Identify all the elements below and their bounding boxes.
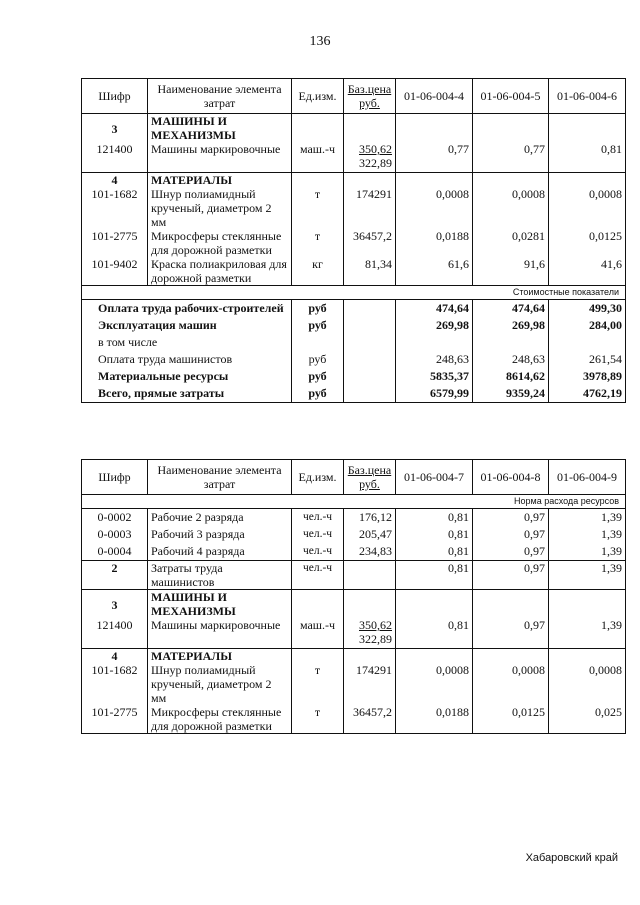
- header-col1: 01-06-004-7: [396, 460, 473, 495]
- row-price: 234,83: [344, 543, 396, 561]
- total-value-3: 499,30: [549, 300, 626, 318]
- row-name: Машины маркировочные: [148, 142, 292, 173]
- row-code: 121400: [82, 142, 148, 173]
- table-row: [82, 618, 626, 649]
- total-value-2: 474,64: [473, 300, 549, 318]
- row-unit: чел.-ч: [292, 509, 344, 527]
- total-value-2: [473, 334, 549, 351]
- row-price-secondary: 322,89: [359, 156, 392, 170]
- row-value-2: 0,0008: [473, 663, 549, 705]
- cost-indicators-label: Стоимостные показатели: [82, 286, 626, 300]
- total-unit: руб: [292, 317, 344, 334]
- section-row-machines: [82, 590, 626, 619]
- row-value-3: 0,0008: [549, 663, 626, 705]
- section-title: МАТЕРИАЛЫ: [148, 649, 292, 664]
- total-name: Всего, прямые затраты: [82, 385, 292, 403]
- total-name: Эксплуатация машин: [82, 317, 292, 334]
- total-name: Оплата труда машинистов: [82, 351, 292, 368]
- total-name: в том числе: [82, 334, 292, 351]
- row-code: 101-9402: [82, 257, 148, 286]
- row-value-2: 91,6: [473, 257, 549, 286]
- section-code: 4: [82, 173, 148, 188]
- total-value-1: 248,63: [396, 351, 473, 368]
- row-name: Машины маркировочные: [148, 618, 292, 649]
- total-value-1: [396, 334, 473, 351]
- row-value-3: 41,6: [549, 257, 626, 286]
- total-value-2: 8614,62: [473, 368, 549, 385]
- row-value-2: 0,97: [473, 526, 549, 543]
- row-name: Шнур полиамидный крученый, диаметром 2 мм: [148, 663, 292, 705]
- row-name: Затраты труда машинистов: [148, 561, 292, 590]
- row-value-1: 0,0008: [396, 187, 473, 229]
- row-value-3: 1,39: [549, 509, 626, 527]
- total-value-2: 9359,24: [473, 385, 549, 403]
- total-value-1: 5835,37: [396, 368, 473, 385]
- row-value-1: 0,81: [396, 509, 473, 527]
- header-unit: Ед.изм.: [292, 79, 344, 114]
- total-value-1: 474,64: [396, 300, 473, 318]
- header-code: Шифр: [82, 79, 148, 114]
- total-unit: руб: [292, 385, 344, 403]
- total-row: [82, 385, 626, 403]
- row-price: 36457,2: [344, 705, 396, 734]
- row-unit: маш.-ч: [292, 142, 344, 173]
- row-value-3: 1,39: [549, 543, 626, 561]
- row-code: 2: [82, 561, 148, 590]
- row-code: 0-0003: [82, 526, 148, 543]
- row-code: 101-1682: [82, 663, 148, 705]
- table-header: [82, 79, 626, 114]
- row-name: Шнур полиамидный крученый, диаметром 2 мм: [148, 187, 292, 229]
- table-row: [82, 142, 626, 173]
- row-code: 0-0004: [82, 543, 148, 561]
- row-value-2: 0,97: [473, 509, 549, 527]
- row-name: Рабочий 4 разряда: [148, 543, 292, 561]
- header-name: Наименование элемента затрат: [148, 79, 292, 114]
- row-value-1: 0,81: [396, 526, 473, 543]
- header-col1: 01-06-004-4: [396, 79, 473, 114]
- header-code: Шифр: [82, 460, 148, 495]
- table-row-operators: [82, 561, 626, 590]
- row-price: [344, 618, 396, 649]
- row-name: Рабочий 3 разряда: [148, 526, 292, 543]
- row-value-1: 0,81: [396, 618, 473, 649]
- row-price: 174291: [344, 187, 396, 229]
- row-code: 0-0002: [82, 509, 148, 527]
- row-code: 121400: [82, 618, 148, 649]
- row-name: Краска полиакриловая для дорожной разметки: [148, 257, 292, 286]
- total-row: [82, 317, 626, 334]
- row-unit: т: [292, 229, 344, 257]
- row-value-2: 0,0125: [473, 705, 549, 734]
- row-name: Рабочие 2 разряда: [148, 509, 292, 527]
- row-value-3: 1,39: [549, 618, 626, 649]
- norm-bar: [82, 495, 626, 509]
- section-row-machines: [82, 114, 626, 143]
- row-name: Микросферы стеклянные для дорожной разметки: [148, 705, 292, 734]
- row-value-2: 0,77: [473, 142, 549, 173]
- table-row: [82, 509, 626, 527]
- total-value-2: 269,98: [473, 317, 549, 334]
- section-code: 3: [82, 590, 148, 619]
- row-unit: т: [292, 705, 344, 734]
- section-row-materials: [82, 649, 626, 664]
- total-value-3: 3978,89: [549, 368, 626, 385]
- total-name: Материальные ресурсы: [82, 368, 292, 385]
- row-price-main: 350,62: [359, 618, 392, 632]
- header-price: Баз.цена руб.: [344, 460, 396, 495]
- table-row: [82, 526, 626, 543]
- row-code: 101-1682: [82, 187, 148, 229]
- row-unit: чел.-ч: [292, 543, 344, 561]
- total-value-3: 284,00: [549, 317, 626, 334]
- table-header: [82, 460, 626, 495]
- table-row: [82, 229, 626, 257]
- total-row: [82, 334, 626, 351]
- row-value-3: 0,0008: [549, 187, 626, 229]
- total-row: [82, 300, 626, 318]
- total-value-1: 269,98: [396, 317, 473, 334]
- section-code: 3: [82, 114, 148, 143]
- total-value-3: 261,54: [549, 351, 626, 368]
- row-value-2: 0,97: [473, 561, 549, 590]
- table-row: [82, 705, 626, 734]
- row-price: 205,47: [344, 526, 396, 543]
- header-col3: 01-06-004-6: [549, 79, 626, 114]
- row-value-1: 0,81: [396, 561, 473, 590]
- row-value-2: 0,0008: [473, 187, 549, 229]
- resource-table-1: [81, 78, 626, 403]
- row-unit: т: [292, 187, 344, 229]
- header-col2: 01-06-004-5: [473, 79, 549, 114]
- header-price: Баз.цена руб.: [344, 79, 396, 114]
- total-value-2: 248,63: [473, 351, 549, 368]
- table-row: [82, 543, 626, 561]
- row-value-1: 61,6: [396, 257, 473, 286]
- norm-label: Норма расхода ресурсов: [82, 495, 626, 509]
- page-number: 136: [309, 34, 331, 49]
- header-unit: Ед.изм.: [292, 460, 344, 495]
- row-value-1: 0,0188: [396, 229, 473, 257]
- header-col3: 01-06-004-9: [549, 460, 626, 495]
- header-col2: 01-06-004-8: [473, 460, 549, 495]
- total-value-3: 4762,19: [549, 385, 626, 403]
- row-price: 81,34: [344, 257, 396, 286]
- total-unit: [292, 334, 344, 351]
- row-price: [344, 142, 396, 173]
- row-unit: маш.-ч: [292, 618, 344, 649]
- row-value-3: 0,025: [549, 705, 626, 734]
- footer-region: Хабаровский край: [525, 852, 618, 864]
- section-code: 4: [82, 649, 148, 664]
- total-value-1: 6579,99: [396, 385, 473, 403]
- total-value-3: [549, 334, 626, 351]
- total-row: [82, 351, 626, 368]
- section-title: МАШИНЫ И МЕХАНИЗМЫ: [148, 590, 292, 619]
- row-price: 176,12: [344, 509, 396, 527]
- row-value-2: 0,0281: [473, 229, 549, 257]
- cost-indicators-bar: [82, 286, 626, 300]
- total-row: [82, 368, 626, 385]
- table-row: [82, 663, 626, 705]
- row-price: 174291: [344, 663, 396, 705]
- row-value-3: 0,81: [549, 142, 626, 173]
- row-price-secondary: 322,89: [359, 632, 392, 646]
- row-name: Микросферы стеклянные для дорожной разметки: [148, 229, 292, 257]
- row-code: 101-2775: [82, 229, 148, 257]
- total-name: Оплата труда рабочих-строителей: [82, 300, 292, 318]
- row-value-1: 0,0188: [396, 705, 473, 734]
- section-title: МАТЕРИАЛЫ: [148, 173, 292, 188]
- row-value-2: 0,97: [473, 618, 549, 649]
- row-code: 101-2775: [82, 705, 148, 734]
- row-value-2: 0,97: [473, 543, 549, 561]
- table-row: [82, 257, 626, 286]
- resource-table-2: [81, 459, 626, 734]
- row-value-3: 1,39: [549, 526, 626, 543]
- section-title: МАШИНЫ И МЕХАНИЗМЫ: [148, 114, 292, 143]
- row-value-1: 0,0008: [396, 663, 473, 705]
- total-unit: руб: [292, 351, 344, 368]
- row-unit: т: [292, 663, 344, 705]
- row-price: 36457,2: [344, 229, 396, 257]
- row-value-1: 0,81: [396, 543, 473, 561]
- row-value-1: 0,77: [396, 142, 473, 173]
- table-row: [82, 187, 626, 229]
- header-name: Наименование элемента затрат: [148, 460, 292, 495]
- total-unit: руб: [292, 300, 344, 318]
- section-row-materials: [82, 173, 626, 188]
- row-value-3: 0,0125: [549, 229, 626, 257]
- row-price-main: 350,62: [359, 142, 392, 156]
- row-unit: чел.-ч: [292, 561, 344, 590]
- total-unit: руб: [292, 368, 344, 385]
- row-unit: кг: [292, 257, 344, 286]
- row-value-3: 1,39: [549, 561, 626, 590]
- row-unit: чел.-ч: [292, 526, 344, 543]
